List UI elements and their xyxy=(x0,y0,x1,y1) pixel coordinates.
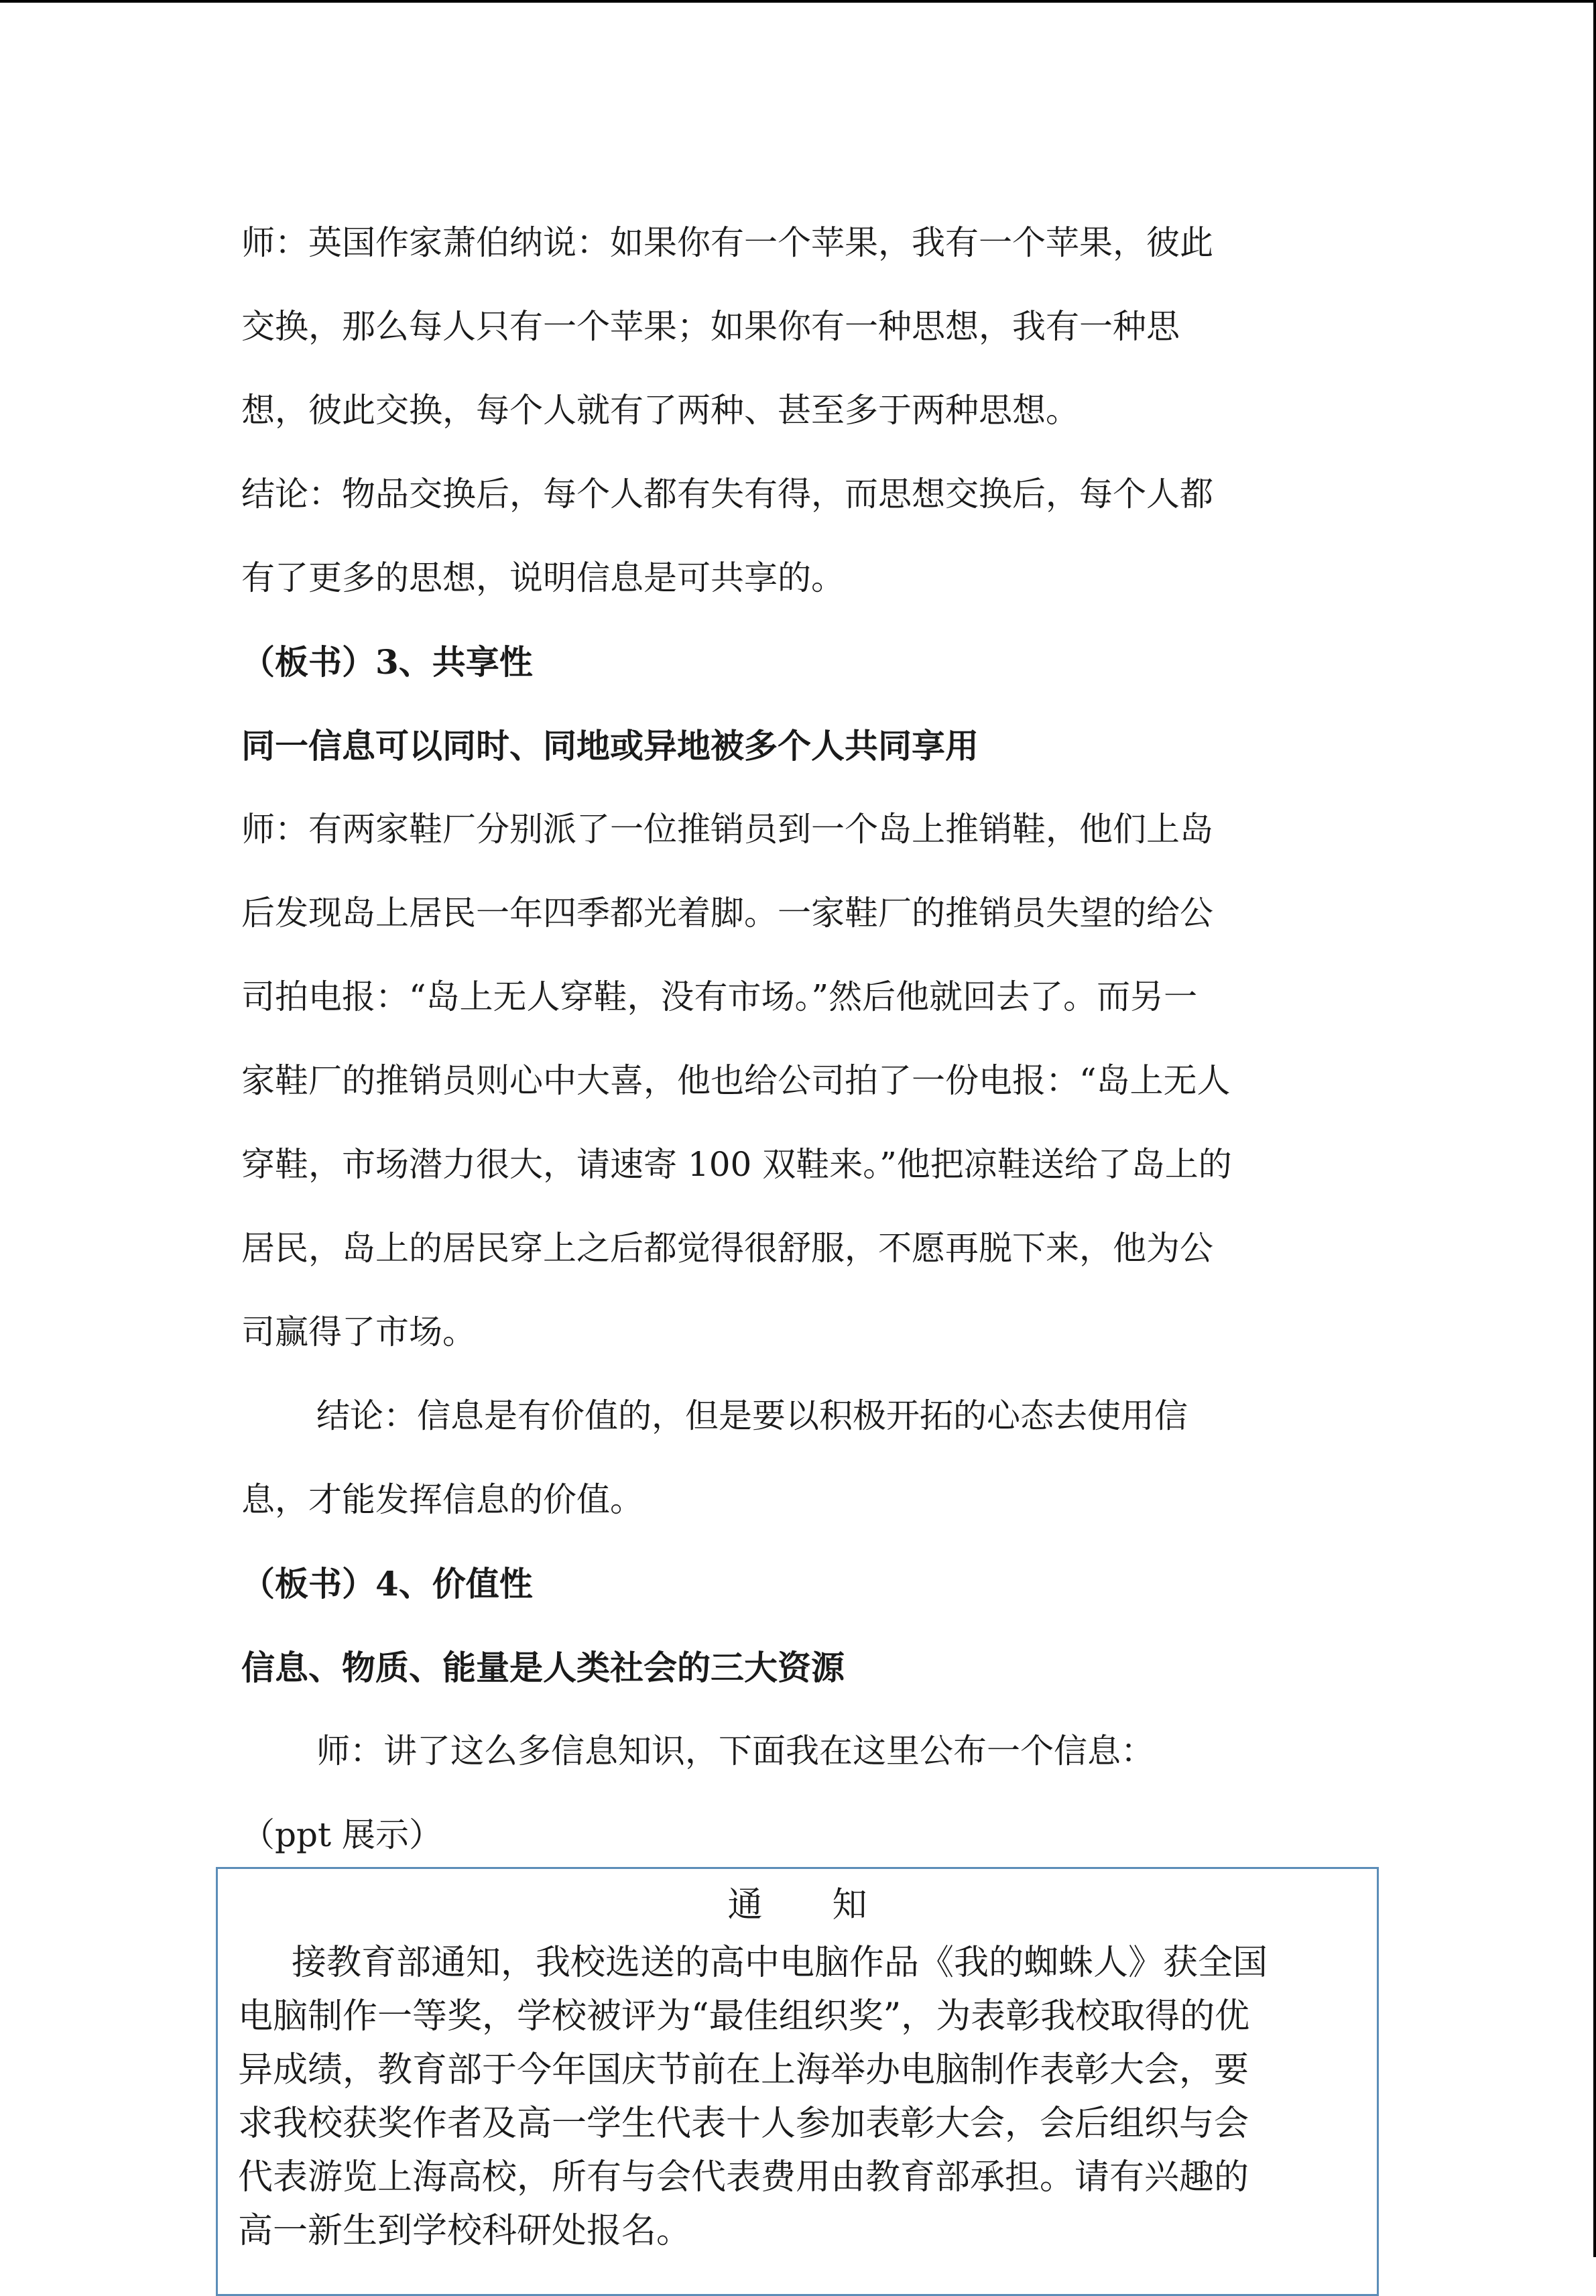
paragraph-13: 居民，岛上的居民穿上之后都觉得很舒服，不愿再脱下来，他为公 xyxy=(241,1229,1213,1268)
notice-box xyxy=(216,1867,1379,2296)
notice-line-1: 接教育部通知，我校选送的高中电脑作品《我的蜘蛛人》获全国 xyxy=(292,1943,1268,1983)
paragraph-4: 结论：物品交换后，每个人都有失有得，而思想交换后，每个人都 xyxy=(241,475,1213,513)
paragraph-14: 司赢得了市场。 xyxy=(241,1313,476,1351)
paragraph-11: 家鞋厂的推销员则心中大喜，他也给公司拍了一份电报：“岛上无人 xyxy=(241,1061,1231,1100)
notice-line-6: 高一新生到学校科研处报名。 xyxy=(238,2211,692,2251)
notice-line-2: 电脑制作一等奖，学校被评为“最佳组织奖”，为表彰我校取得的优 xyxy=(238,1996,1250,2037)
paragraph-5: 有了更多的思想，说明信息是可共享的。 xyxy=(241,558,845,597)
paragraph-12: 穿鞋，市场潜力很大，请速寄 100 双鞋来。”他把凉鞋送给了岛上的 xyxy=(241,1145,1232,1184)
page-right-border xyxy=(1593,0,1596,2257)
paragraph-19: 师：讲了这么多信息知识，下面我在这里公布一个信息： xyxy=(316,1732,1154,1770)
notice-line-4: 求我校获奖作者及高一学生代表十人参加表彰大会，会后组织与会 xyxy=(238,2104,1249,2144)
board-definition-value: 信息、物质、能量是人类社会的三大资源 xyxy=(241,1648,845,1687)
board-definition-sharing: 同一信息可以同时、同地或异地被多个人共同享用 xyxy=(241,726,979,766)
paragraph-3: 想，彼此交换，每个人就有了两种、甚至多于两种思想。 xyxy=(241,391,1079,430)
paragraph-2: 交换，那么每人只有一个苹果；如果你有一种思想，我有一种思 xyxy=(241,307,1180,346)
paragraph-1: 师：英国作家萧伯纳说：如果你有一个苹果，我有一个苹果，彼此 xyxy=(241,223,1213,262)
paragraph-10: 司拍电报：“岛上无人穿鞋，没有市场。”然后他就回去了。而另一 xyxy=(241,977,1198,1016)
paragraph-16: 息，才能发挥信息的价值。 xyxy=(241,1480,643,1519)
notice-title: 通 知 xyxy=(727,1885,867,1925)
paragraph-8: 师：有两家鞋厂分别派了一位推销员到一个岛上推销鞋，他们上岛 xyxy=(241,810,1213,849)
paragraph-15: 结论：信息是有价值的，但是要以积极开拓的心态去使用信 xyxy=(316,1396,1188,1435)
notice-line-3: 异成绩，教育部于今年国庆节前在上海举办电脑制作表彰大会，要 xyxy=(238,2050,1249,2090)
notice-line-5: 代表游览上海高校，所有与会代表费用由教育部承担。请有兴趣的 xyxy=(238,2157,1249,2197)
board-heading-sharing: （板书）3、共享性 xyxy=(241,642,533,682)
page-top-border xyxy=(0,0,1596,3)
paragraph-9: 后发现岛上居民一年四季都光着脚。一家鞋厂的推销员失望的给公 xyxy=(241,894,1213,932)
board-heading-value: （板书）4、价值性 xyxy=(241,1564,533,1604)
paragraph-20: （ppt 展示） xyxy=(241,1815,442,1854)
document-page xyxy=(241,201,1381,1877)
